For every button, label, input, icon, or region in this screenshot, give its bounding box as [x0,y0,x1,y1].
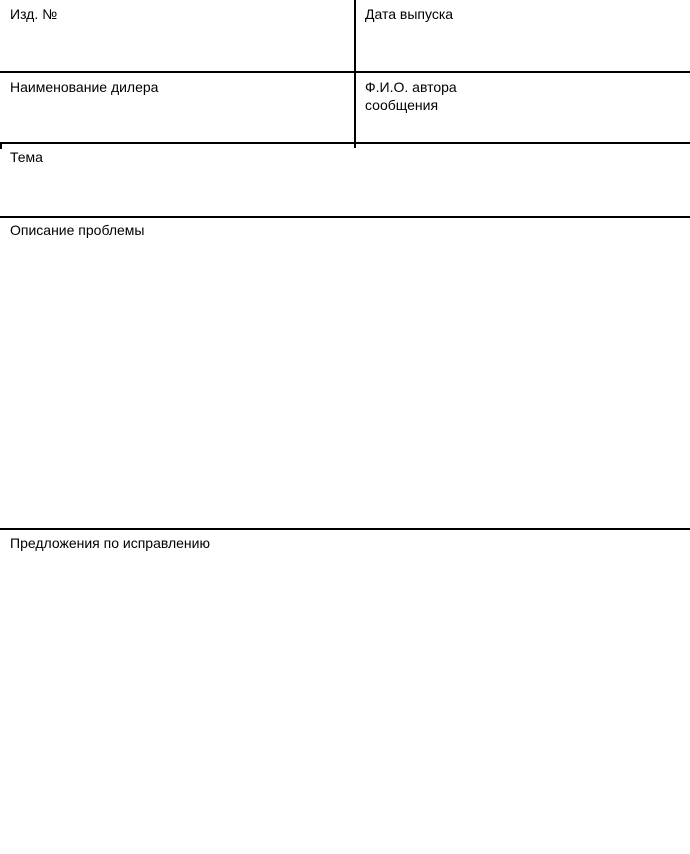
dealer-name-label: Наименование дилера [10,79,159,95]
author-name-field[interactable] [356,73,690,142]
release-date-label: Дата выпуска [365,6,454,22]
topic-label: Тема [10,149,43,165]
correction-suggestions-field[interactable] [0,530,690,854]
topic-field[interactable] [0,144,690,216]
edition-number-field[interactable] [0,0,354,71]
problem-description-field[interactable] [0,218,690,528]
edition-number-label: Изд. № [10,6,58,22]
dealer-name-field[interactable] [0,73,354,142]
release-date-field[interactable] [356,0,690,71]
divider-header-vertical [354,0,356,148]
problem-description-label: Описание проблемы [10,222,145,238]
correction-suggestions-label: Предложения по исправлению [10,535,210,551]
author-name-label: Ф.И.О. автора сообщения [365,79,457,113]
